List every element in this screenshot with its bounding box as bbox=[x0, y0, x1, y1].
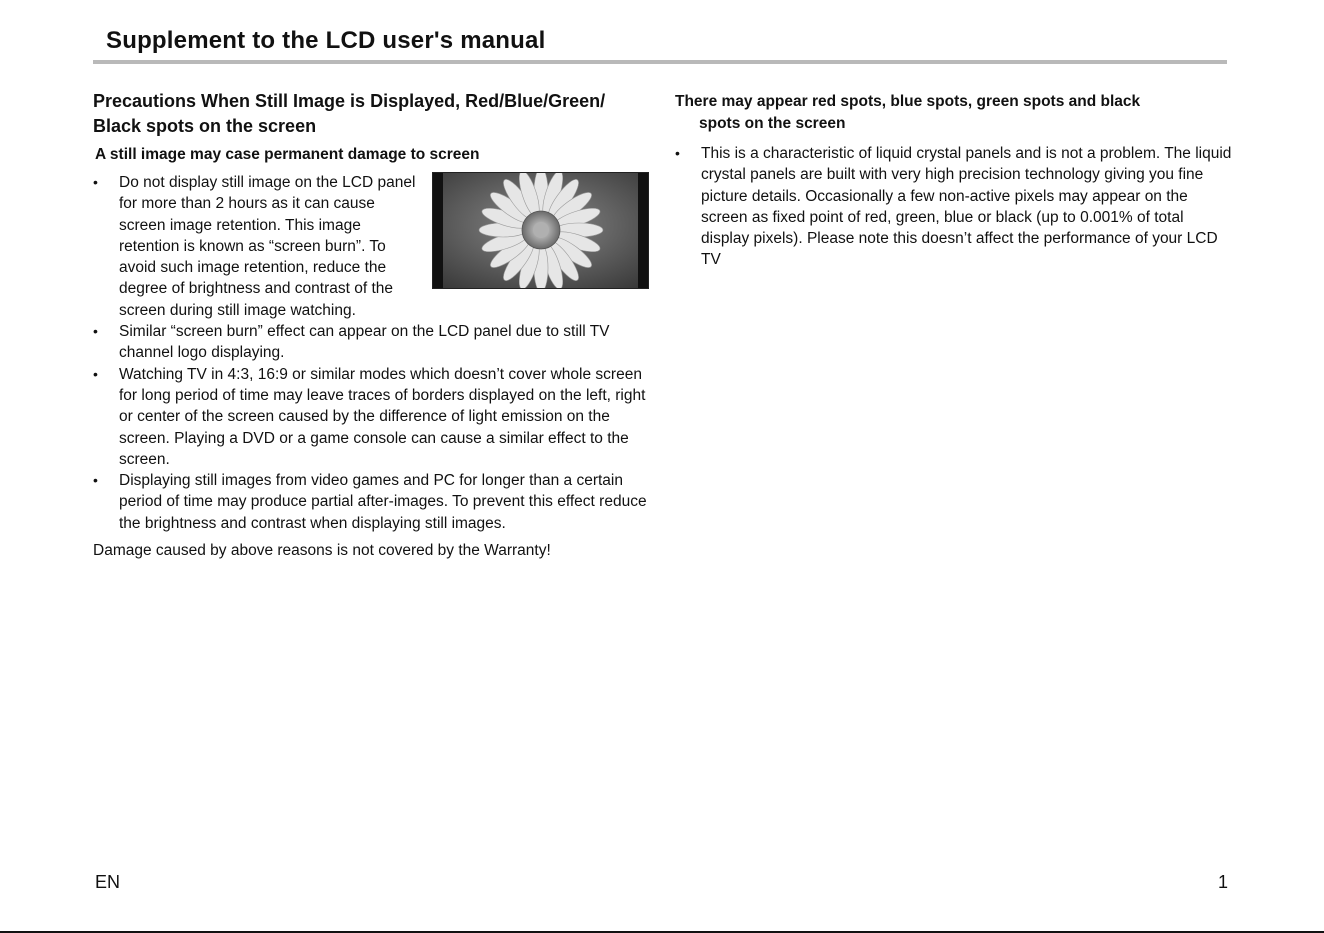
right-column bbox=[675, 91, 1235, 271]
list-item bbox=[93, 364, 653, 470]
page-title: Supplement to the LCD user's manual bbox=[106, 27, 546, 54]
warranty-note: Damage caused by above reasons is not covered by the Warranty! bbox=[93, 542, 551, 560]
page-number: 1 bbox=[1217, 872, 1228, 892]
bullet-glyph: • bbox=[93, 323, 98, 340]
bullet-text: Watching TV in 4:3, 16:9 or similar modes which doesn’t cover whole screen for long period of time may leave traces of borders displayed on the left, right or center of the screen caused by the difference of light emission on the screen. Playing a DVD or a game console can cause a similar effect to the screen. bbox=[119, 365, 646, 468]
list-item bbox=[93, 172, 653, 321]
list-item bbox=[675, 143, 1235, 271]
bullet-text: Do not display still image on the LCD panel for more than 2 hours as it can cause screen image retention. This image retention is known as “screen burn”. To avoid such image retention, reduce the degree of brightness and contrast of the screen during still image watching. bbox=[119, 174, 416, 319]
left-column bbox=[93, 89, 653, 561]
precautions-heading-line2: Black spots on the screen bbox=[93, 116, 317, 136]
list-item bbox=[93, 470, 653, 534]
bullet-glyph: • bbox=[93, 472, 98, 489]
spots-heading-line2: spots on the screen bbox=[699, 114, 846, 132]
language-code: EN bbox=[95, 872, 121, 892]
bullet-glyph: • bbox=[93, 365, 98, 382]
title-divider bbox=[93, 60, 1227, 64]
spots-heading-line1: There may appear red spots, blue spots, green spots and black bbox=[675, 93, 1141, 110]
still-image-subheading: A still image may case permanent damage to screen bbox=[95, 146, 480, 163]
precautions-list bbox=[93, 172, 653, 534]
precautions-heading bbox=[93, 89, 653, 139]
spots-heading bbox=[675, 91, 1235, 134]
list-item bbox=[93, 321, 653, 364]
bullet-glyph: • bbox=[675, 145, 680, 161]
bullet-text: Displaying still images from video games and PC for longer than a certain period of time may produce partial after-images. To prevent this effect reduce the brightness and contrast when displaying still images. bbox=[119, 472, 647, 532]
bullet-text: Similar “screen burn” effect can appear on the LCD panel due to still TV channel logo displaying. bbox=[119, 323, 610, 362]
flower-photo bbox=[432, 172, 649, 289]
bullet-text: This is a characteristic of liquid crystal panels and is not a problem. The liquid crystal panels are built with very high precision technology giving you fine picture details. Occasionally a few non-active pixels may appear on the screen as fixed point of red, green, blue or black (up to 0.001% of total display pixels). Please note this doesn’t affect the performance of your LCD TV bbox=[701, 145, 1232, 269]
bullet-glyph: • bbox=[93, 174, 98, 190]
precautions-heading-line1: Precautions When Still Image is Displayed, Red/Blue/Green/ bbox=[93, 91, 606, 111]
spots-list bbox=[675, 143, 1235, 271]
flower-image bbox=[433, 173, 648, 288]
